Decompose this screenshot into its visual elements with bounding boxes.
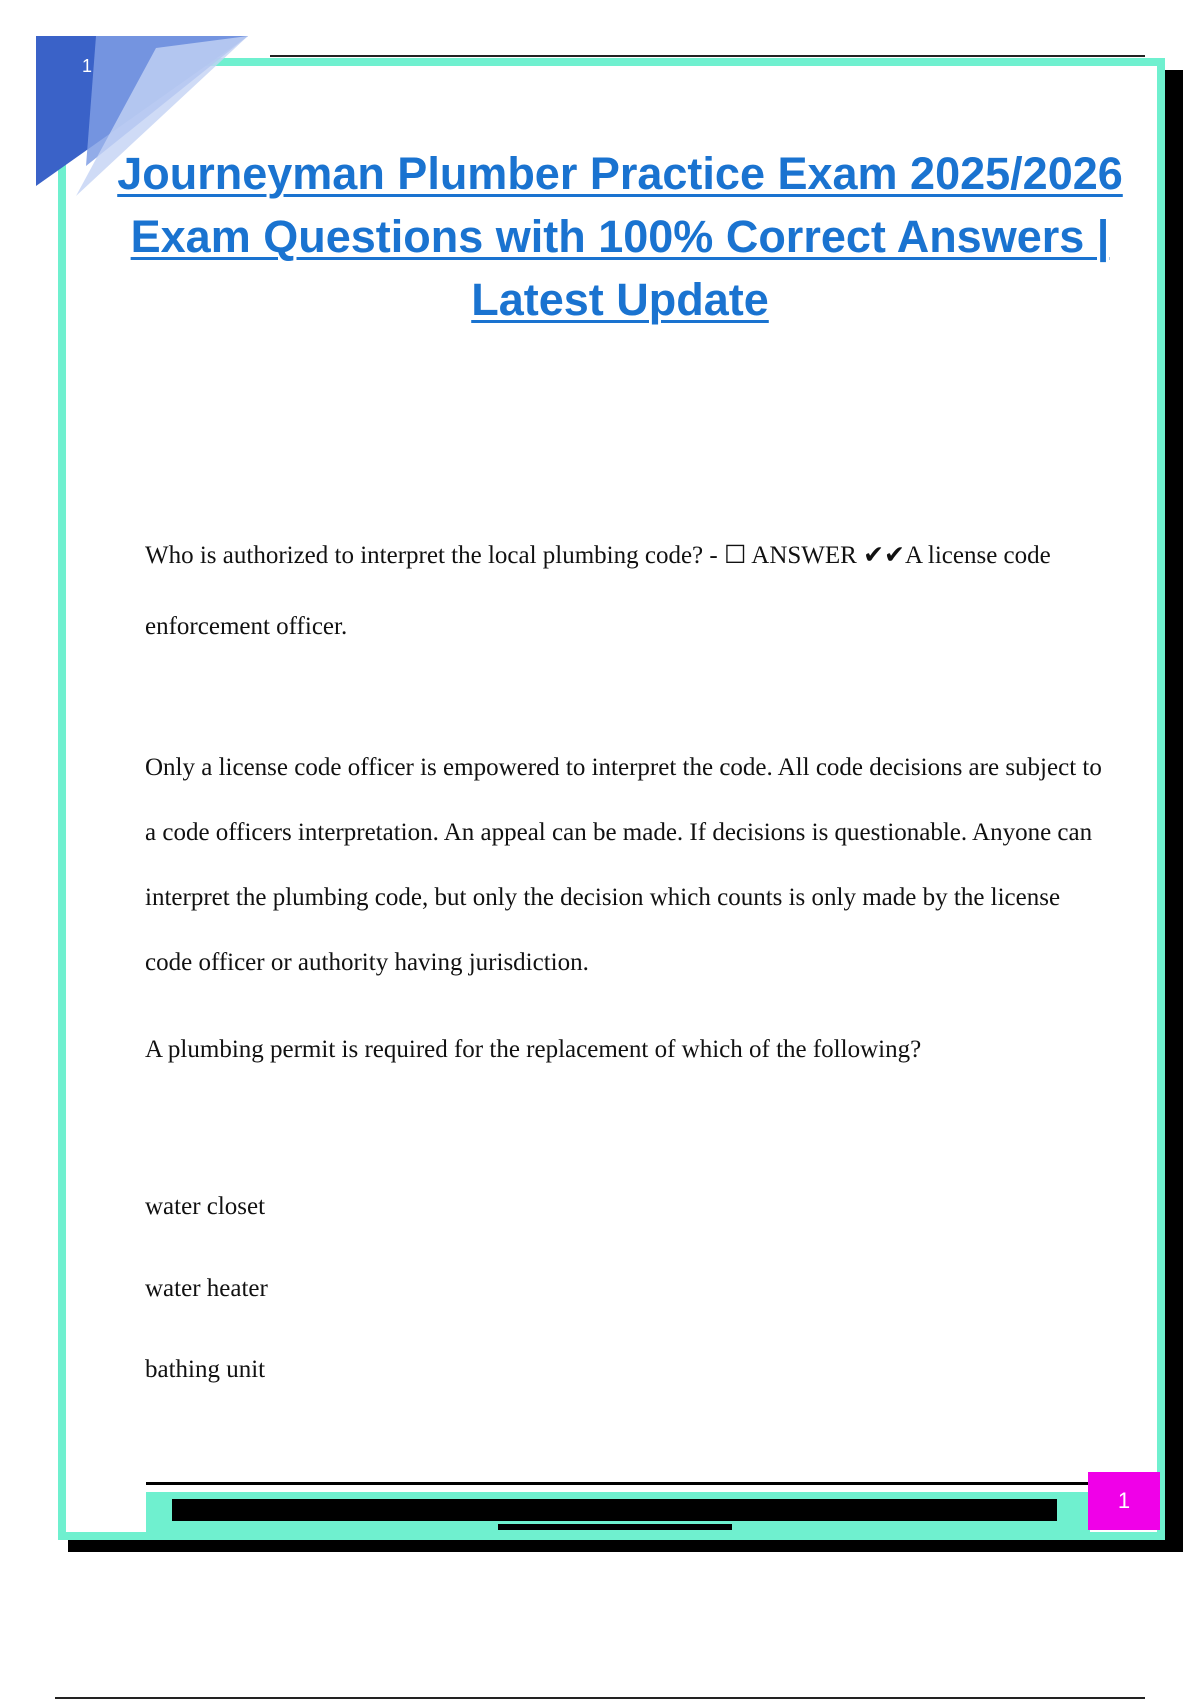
option-bathing-unit: bathing unit [145,1356,266,1383]
footer-bar [172,1499,1057,1521]
question-1: Who is authorized to interpret the local plumbing code? - ☐ ANSWER ✔✔A license code enforcement officer. [145,542,1051,640]
explanation-1: Only a license code officer is empowered to interpret the code. All code decisions are subject to a code officers interpretation. An appeal can be made. If decisions is questionable. Anyone can interpret the plumbing code, but only the decision which counts is only made by the license code officer or authority having jurisdiction. [145,754,1102,976]
option-water-heater: water heater [145,1275,268,1302]
document-title: Journeyman Plumber Practice Exam 2025/2026 Exam Questions with 100% Correct Answers | Latest Update [117,148,1123,325]
footer-rule [146,1482,1090,1485]
corner-page-number: 1 [82,56,93,76]
page-number-badge: 1 [1088,1472,1160,1530]
footer-small-bar [498,1524,732,1530]
next-page-rule [55,1697,1145,1699]
top-rule [270,55,1145,57]
question-2: A plumbing permit is required for the replacement of which of the following? [145,1036,922,1063]
option-water-closet: water closet [145,1193,266,1220]
